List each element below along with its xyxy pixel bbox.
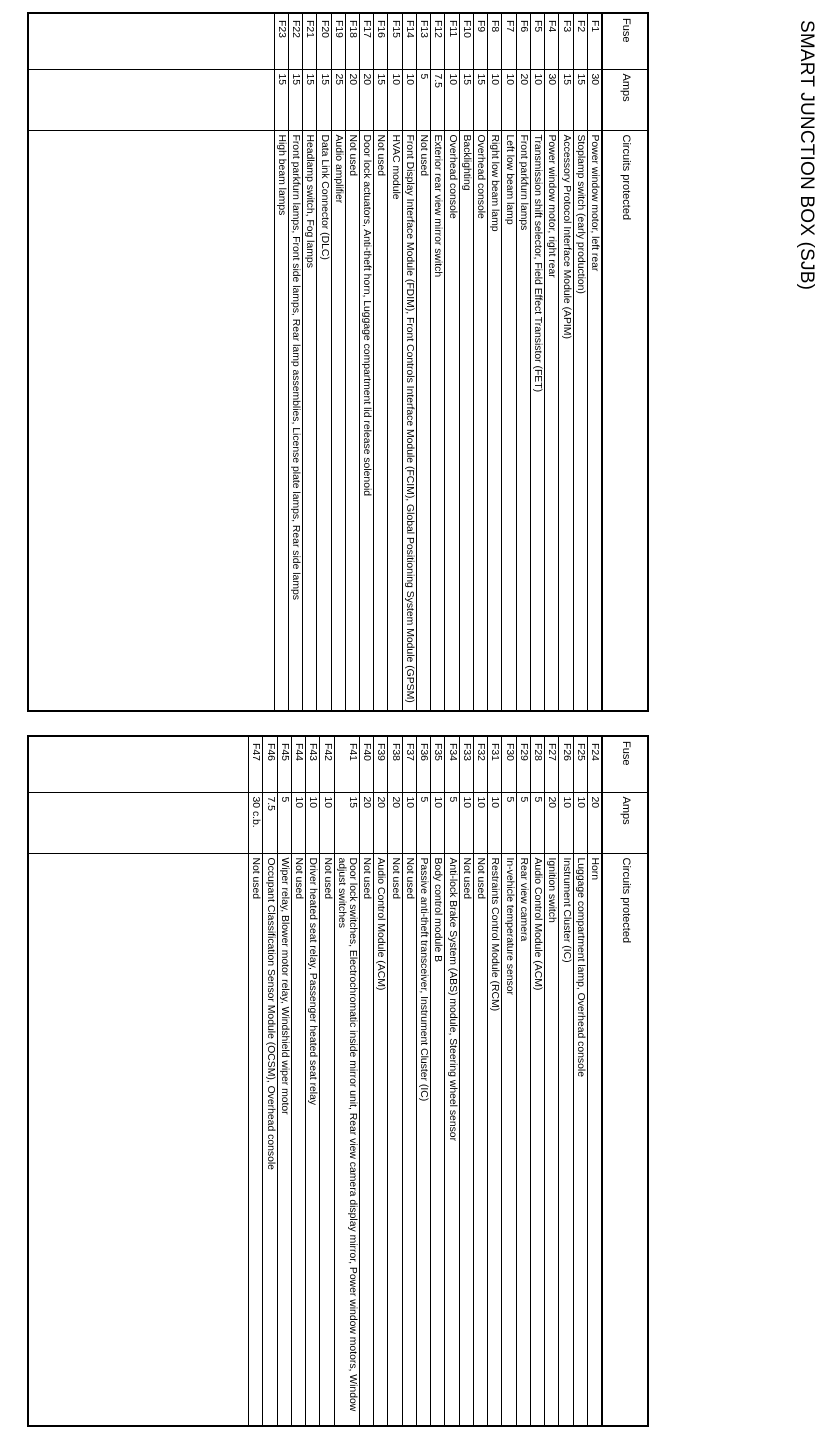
circuits-cell: In-vehicle temperature sensor — [502, 853, 516, 1426]
circuits-cell: Transmission shift selector, Field Effect Transistor (FET) — [530, 130, 544, 711]
fuse-cell: F16 — [374, 13, 388, 69]
amps-cell: 25 — [331, 69, 345, 130]
amps-cell: 15 — [288, 69, 302, 130]
amps-cell: 30 — [587, 69, 602, 130]
empty-cell — [28, 853, 249, 1426]
table-row — [263, 736, 277, 1426]
table-row — [249, 736, 263, 1426]
table-row — [545, 736, 559, 1426]
circuits-cell: Driver heated seat relay, Passenger heated seat relay — [306, 853, 320, 1426]
table-row — [402, 13, 416, 711]
amps-cell: 10 — [573, 792, 587, 853]
amps-cell: 15 — [274, 69, 288, 130]
table-row — [516, 13, 530, 711]
fuse-cell: F10 — [459, 13, 473, 69]
fuse-cell: F22 — [288, 13, 302, 69]
amps-cell: 10 — [402, 792, 416, 853]
table-row — [277, 736, 291, 1426]
table-row — [345, 13, 359, 711]
table-row — [317, 13, 331, 711]
amps-cell: 20 — [587, 792, 602, 853]
circuits-cell: Door lock actuators, Anti-theft horn, Luggage compartment lid release solenoid — [360, 130, 374, 711]
fuse-cell: F26 — [559, 736, 573, 792]
table-row — [431, 736, 445, 1426]
fuse-cell: F19 — [331, 13, 345, 69]
fuse-cell: F44 — [291, 736, 305, 792]
table-row — [559, 13, 573, 711]
amps-cell: 30 c.b. — [249, 792, 263, 853]
amps-cell: 5 — [530, 792, 544, 853]
amps-cell: 7.5 — [431, 69, 445, 130]
table-row — [459, 736, 473, 1426]
fuse-cell: F24 — [587, 736, 602, 792]
table-header-row — [602, 736, 648, 1426]
circuits-cell: Horn — [587, 853, 602, 1426]
circuits-cell: Not used — [473, 853, 487, 1426]
circuits-cell: Ignition switch — [545, 853, 559, 1426]
fuse-table-left — [27, 12, 649, 712]
fuse-cell: F6 — [516, 13, 530, 69]
circuits-cell: High beam lamps — [274, 130, 288, 711]
fuse-cell: F12 — [431, 13, 445, 69]
fuse-cell: F34 — [445, 736, 459, 792]
fuse-cell: F20 — [317, 13, 331, 69]
circuits-cell: Not used — [388, 853, 402, 1426]
fuse-cell: F29 — [516, 736, 530, 792]
circuits-cell: Accessory Protocol Interface Module (APIM) — [559, 130, 573, 711]
fuse-cell: F17 — [360, 13, 374, 69]
circuits-cell: Not used — [320, 853, 334, 1426]
table-row — [445, 736, 459, 1426]
table-row — [502, 13, 516, 711]
amps-cell: 15 — [459, 69, 473, 130]
table-filler-row — [28, 13, 275, 711]
fuse-cell: F2 — [573, 13, 587, 69]
table-filler-row — [28, 736, 249, 1426]
fuse-cell: F13 — [416, 13, 430, 69]
circuits-cell: Not used — [345, 130, 359, 711]
circuits-cell: Power window motor, right rear — [545, 130, 559, 711]
amps-cell: 15 — [573, 69, 587, 130]
fuse-cell: F25 — [573, 736, 587, 792]
circuits-cell: Anti-lock Brake System (ABS) module, Steering wheel sensor — [445, 853, 459, 1426]
table-row — [374, 13, 388, 711]
amps-cell: 10 — [402, 69, 416, 130]
table-row — [306, 736, 320, 1426]
fuse-cell: F15 — [388, 13, 402, 69]
amps-cell: 5 — [277, 792, 291, 853]
fuse-cell: F43 — [306, 736, 320, 792]
column-header-amps: Amps — [602, 792, 648, 853]
table-row — [320, 736, 334, 1426]
circuits-cell: Door lock switches, Electrochromatic inside mirror unit, Rear view camera display mirror, Power window motors, Window adjust switches — [334, 853, 359, 1426]
table-row — [502, 736, 516, 1426]
circuits-cell: Restraints Control Module (RCM) — [488, 853, 502, 1426]
fuse-cell: F47 — [249, 736, 263, 792]
amps-cell: 10 — [530, 69, 544, 130]
table-row — [445, 13, 459, 711]
amps-cell: 20 — [374, 792, 388, 853]
fuse-cell: F32 — [473, 736, 487, 792]
circuits-cell: Audio Control Module (ACM) — [530, 853, 544, 1426]
table-row — [530, 736, 544, 1426]
amps-cell: 15 — [559, 69, 573, 130]
fuse-cell: F31 — [488, 736, 502, 792]
table-row — [388, 736, 402, 1426]
table-row — [274, 13, 288, 711]
column-header-fuse: Fuse — [602, 736, 648, 792]
circuits-cell: Body control module B — [431, 853, 445, 1426]
circuits-cell: Right low beam lamp — [488, 130, 502, 711]
empty-cell — [28, 13, 275, 69]
table-row — [573, 13, 587, 711]
amps-cell: 10 — [388, 69, 402, 130]
fuse-cell: F39 — [374, 736, 388, 792]
circuits-cell: Front parkfurn lamps — [516, 130, 530, 711]
table-row — [488, 736, 502, 1426]
amps-cell: 10 — [459, 792, 473, 853]
fuse-cell: F7 — [502, 13, 516, 69]
fuse-cell: F37 — [402, 736, 416, 792]
column-header-amps: Amps — [602, 69, 648, 130]
circuits-cell: Not used — [416, 130, 430, 711]
table-row — [473, 736, 487, 1426]
circuits-cell: Backlighting — [459, 130, 473, 711]
table-row — [587, 13, 602, 711]
circuits-cell: Left low beam lamp — [502, 130, 516, 711]
table-row — [402, 736, 416, 1426]
amps-cell: 10 — [291, 792, 305, 853]
table-row — [303, 13, 317, 711]
table-row — [488, 13, 502, 711]
table-row — [573, 736, 587, 1426]
table-row — [334, 736, 359, 1426]
table-row — [473, 13, 487, 711]
amps-cell: 15 — [303, 69, 317, 130]
table-row — [360, 13, 374, 711]
amps-cell: 10 — [320, 792, 334, 853]
amps-cell: 20 — [545, 792, 559, 853]
amps-cell: 10 — [431, 792, 445, 853]
table-row — [545, 13, 559, 711]
amps-cell: 20 — [360, 792, 374, 853]
table-row — [530, 13, 544, 711]
amps-cell: 15 — [334, 792, 359, 853]
circuits-cell: Front Display Interface Module (FDIM), Front Controls Interface Module (FCIM), Global Positioning System Module (GPSM) — [402, 130, 416, 711]
fuse-cell: F27 — [545, 736, 559, 792]
circuits-cell: Exterior rear view mirror switch — [431, 130, 445, 711]
amps-cell: 20 — [345, 69, 359, 130]
circuits-cell: Occupant Classification Sensor Module (OCSM), Overhead console — [263, 853, 277, 1426]
fuse-cell: F11 — [445, 13, 459, 69]
table-row — [516, 736, 530, 1426]
table-row — [587, 736, 602, 1426]
fuse-cell: F42 — [320, 736, 334, 792]
empty-cell — [28, 130, 275, 711]
circuits-cell: Overhead console — [473, 130, 487, 711]
table-row — [559, 736, 573, 1426]
table-row — [388, 13, 402, 711]
fuse-cell: F46 — [263, 736, 277, 792]
fuse-cell: F14 — [402, 13, 416, 69]
amps-cell: 20 — [360, 69, 374, 130]
amps-cell: 10 — [559, 792, 573, 853]
circuits-cell: Front parkfurn lamps, Front side lamps, Rear lamp assemblies, License plate lamps, Rear side lamps — [288, 130, 302, 711]
amps-cell: 30 — [545, 69, 559, 130]
fuse-cell: F35 — [431, 736, 445, 792]
circuits-cell: Instrument Cluster (IC) — [559, 853, 573, 1426]
fuse-cell: F30 — [502, 736, 516, 792]
circuits-cell: Not used — [402, 853, 416, 1426]
fuse-cell: F4 — [545, 13, 559, 69]
amps-cell: 10 — [488, 69, 502, 130]
amps-cell: 7.5 — [263, 792, 277, 853]
circuits-cell: Passive anti-theft transceiver, Instrument Cluster (IC) — [416, 853, 430, 1426]
circuits-cell: Luggage compartment lamp, Overhead console — [573, 853, 587, 1426]
amps-cell: 5 — [502, 792, 516, 853]
amps-cell: 5 — [445, 792, 459, 853]
table-row — [331, 13, 345, 711]
amps-cell: 15 — [473, 69, 487, 130]
table-row — [291, 736, 305, 1426]
circuits-cell: Rear view camera — [516, 853, 530, 1426]
amps-cell: 20 — [516, 69, 530, 130]
fuse-cell: F28 — [530, 736, 544, 792]
fuse-cell: F41 — [334, 736, 359, 792]
circuits-cell: Stoplamp switch (early production) — [573, 130, 587, 711]
fuse-cell: F33 — [459, 736, 473, 792]
fuse-table-right — [27, 735, 649, 1427]
circuits-cell: HVAC module — [388, 130, 402, 711]
table-row — [459, 13, 473, 711]
table-row — [431, 13, 445, 711]
circuits-cell: Data Link Connector (DLC) — [317, 130, 331, 711]
table-row — [360, 736, 374, 1426]
fuse-cell: F8 — [488, 13, 502, 69]
amps-cell: 10 — [445, 69, 459, 130]
table-row — [416, 736, 430, 1426]
fuse-cell: F3 — [559, 13, 573, 69]
empty-cell — [28, 792, 249, 853]
circuits-cell: Audio amplifier — [331, 130, 345, 711]
column-header-fuse: Fuse — [602, 13, 648, 69]
table-row — [288, 13, 302, 711]
amps-cell: 10 — [306, 792, 320, 853]
column-header-circuits: Circuits protected — [602, 853, 648, 1426]
circuits-cell: Overhead console — [445, 130, 459, 711]
table-row — [416, 13, 430, 711]
amps-cell: 10 — [502, 69, 516, 130]
amps-cell: 5 — [416, 792, 430, 853]
fuse-cell: F21 — [303, 13, 317, 69]
fuse-cell: F9 — [473, 13, 487, 69]
circuits-cell: Headlamp switch, Fog lamps — [303, 130, 317, 711]
amps-cell: 10 — [488, 792, 502, 853]
fuse-cell: F40 — [360, 736, 374, 792]
fuse-cell: F5 — [530, 13, 544, 69]
fuse-cell: F38 — [388, 736, 402, 792]
amps-cell: 20 — [388, 792, 402, 853]
column-header-circuits: Circuits protected — [602, 130, 648, 711]
amps-cell: 15 — [374, 69, 388, 130]
circuits-cell: Not used — [360, 853, 374, 1426]
circuits-cell: Not used — [459, 853, 473, 1426]
circuits-cell: Not used — [249, 853, 263, 1426]
fuse-cell: F36 — [416, 736, 430, 792]
empty-cell — [28, 69, 275, 130]
empty-cell — [28, 736, 249, 792]
circuits-cell: Wiper relay, Blower motor relay, Windshield wiper motor — [277, 853, 291, 1426]
page-title: SMART JUNCTION BOX (SJB) — [796, 20, 817, 291]
fuse-cell: F18 — [345, 13, 359, 69]
table-row — [374, 736, 388, 1426]
amps-cell: 5 — [516, 792, 530, 853]
circuits-cell: Audio Control Module (ACM) — [374, 853, 388, 1426]
circuits-cell: Not used — [291, 853, 305, 1426]
fuse-cell: F45 — [277, 736, 291, 792]
fuse-cell: F1 — [587, 13, 602, 69]
amps-cell: 15 — [317, 69, 331, 130]
circuits-cell: Not used — [374, 130, 388, 711]
circuits-cell: Power window motor, left rear — [587, 130, 602, 711]
table-header-row — [602, 13, 648, 711]
amps-cell: 5 — [416, 69, 430, 130]
fuse-cell: F23 — [274, 13, 288, 69]
amps-cell: 10 — [473, 792, 487, 853]
